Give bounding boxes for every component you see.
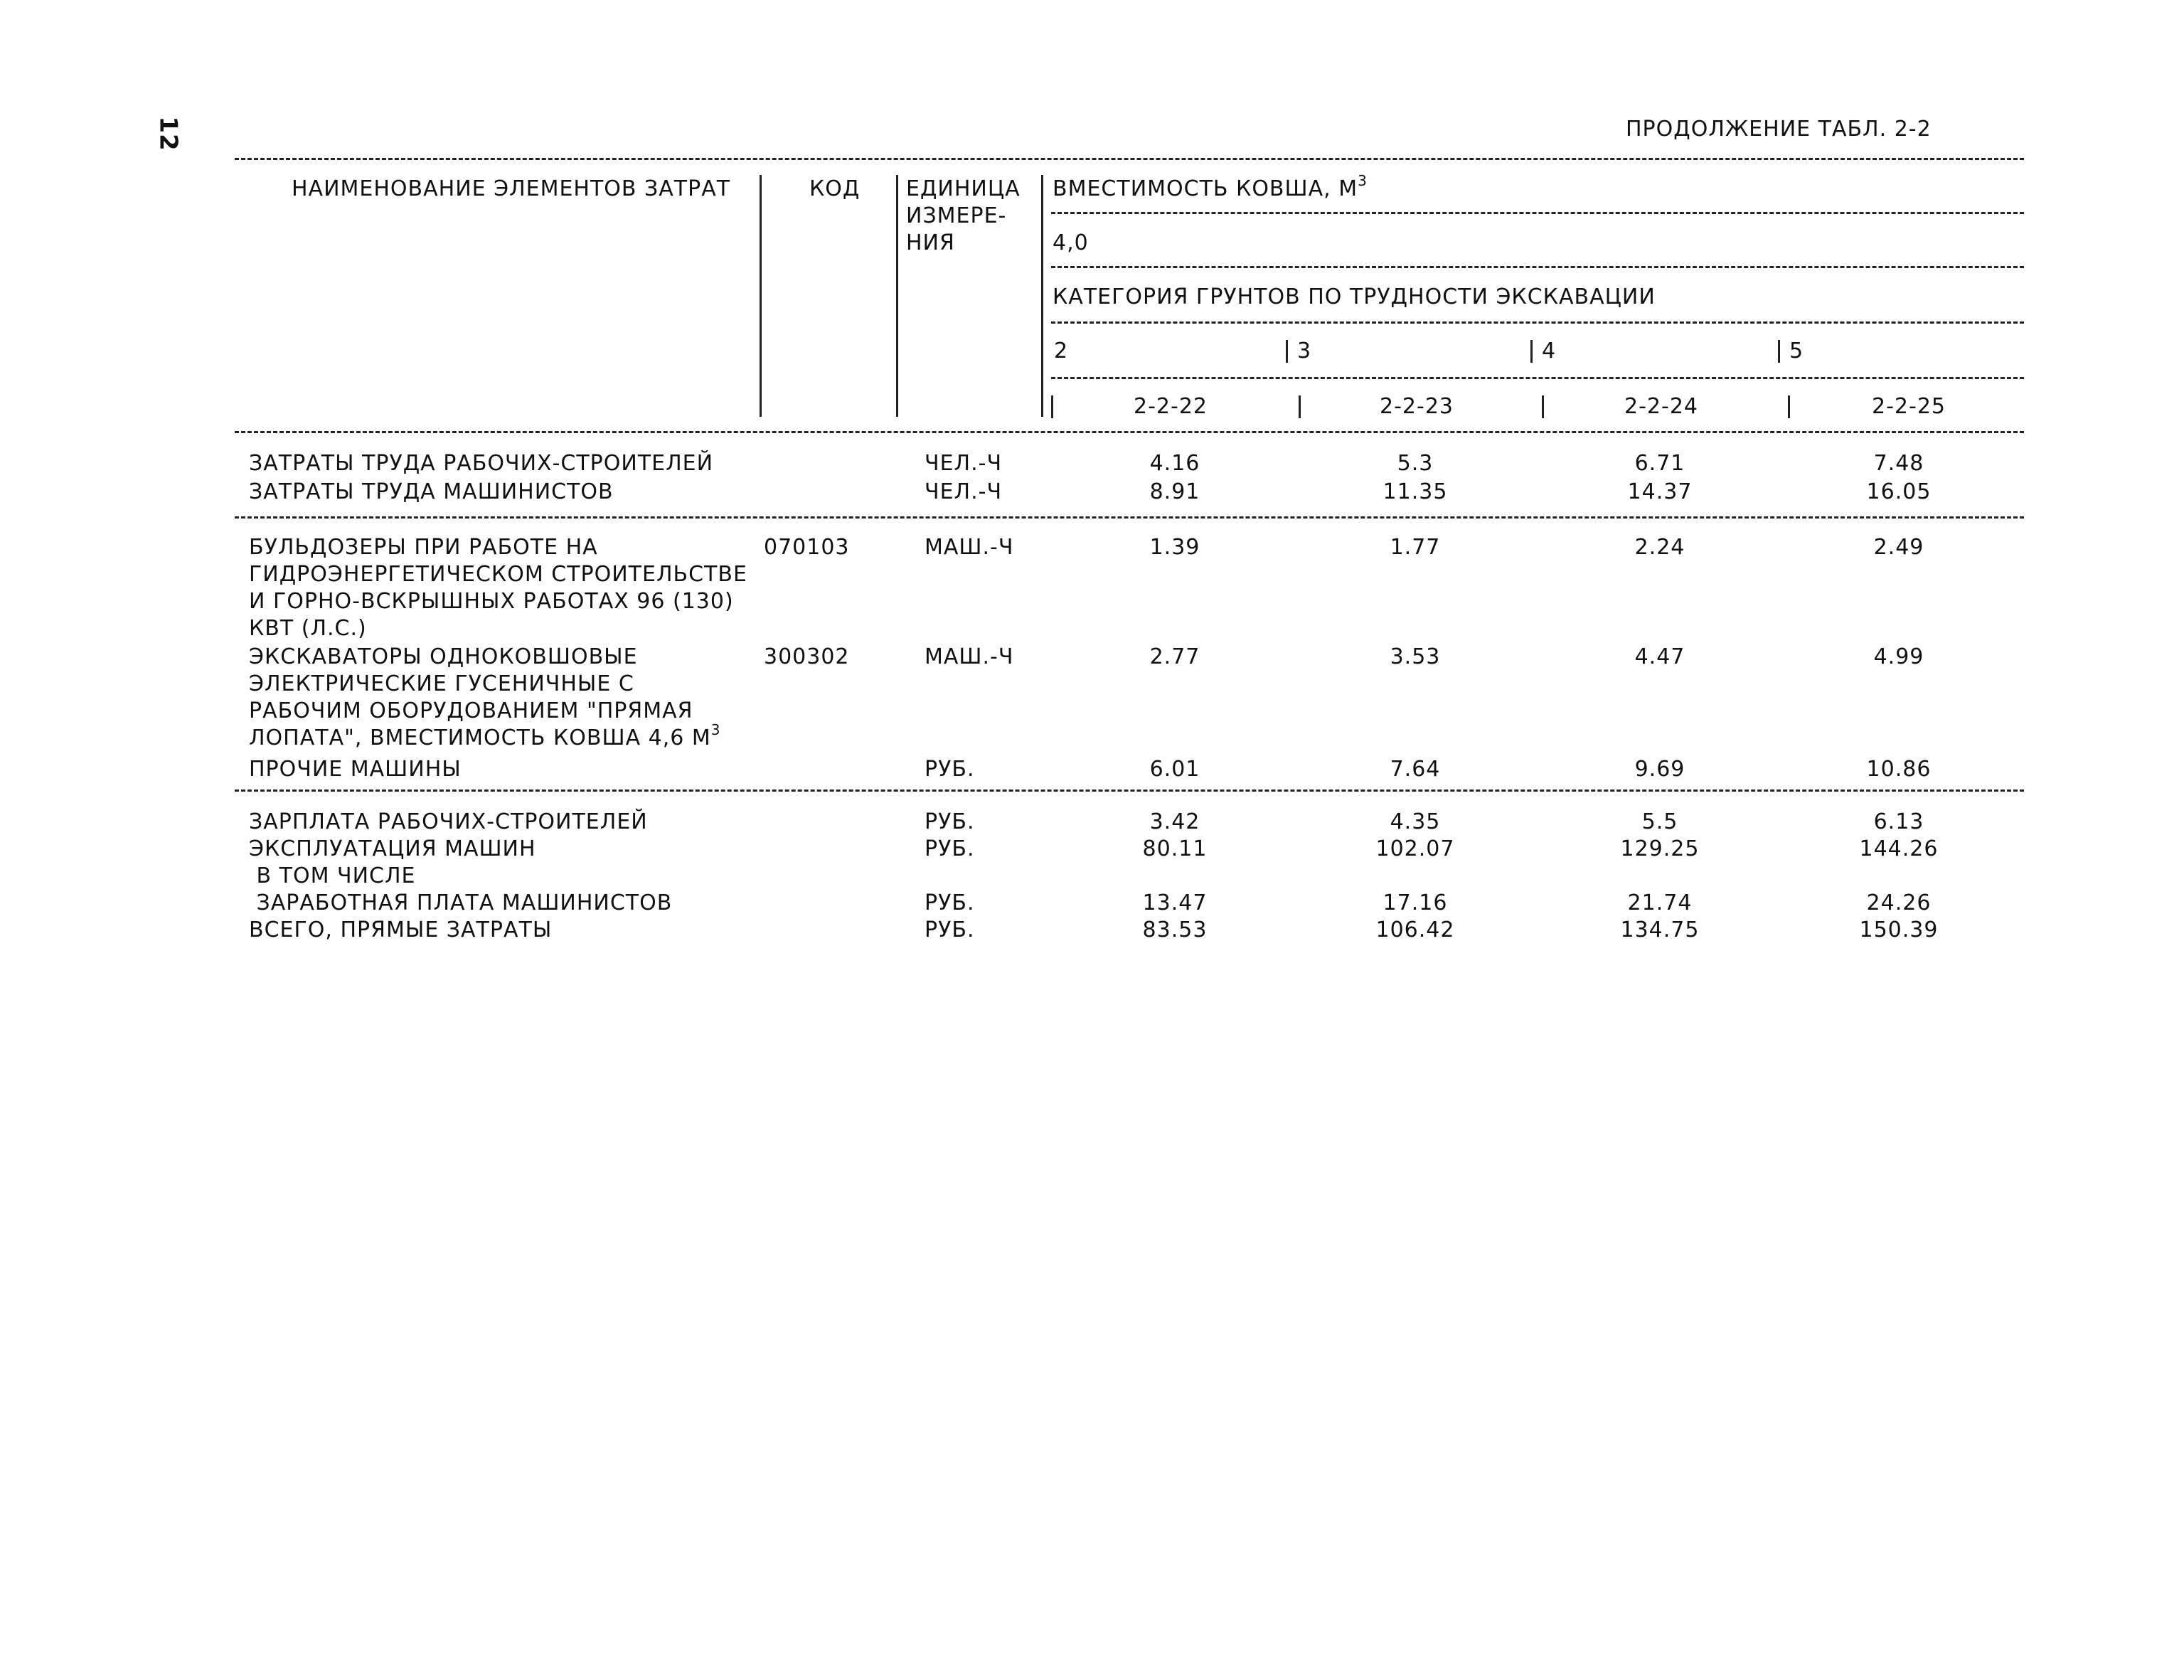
col-sep-code — [896, 175, 898, 417]
rule-group2-bottom — [235, 790, 2024, 792]
row-value-cat2: 1.39 — [1149, 535, 1200, 560]
code-sep-2 — [1299, 395, 1301, 418]
row-value-cat2: 3.42 — [1149, 809, 1200, 834]
rule-h2 — [1051, 266, 2024, 268]
header-bucket-capacity — [1053, 172, 1368, 202]
row-name: ЭКСПЛУАТАЦИЯ МАШИН — [249, 836, 536, 861]
row-value-cat4: 134.75 — [1620, 918, 1700, 942]
row-value-cat2: 2.77 — [1149, 644, 1200, 669]
header-name-column: НАИМЕНОВАНИЕ ЭЛЕМЕНТОВ ЗАТРАТ — [292, 176, 731, 201]
row-value-cat3: 17.16 — [1383, 890, 1448, 915]
row-value-cat2: 83.53 — [1142, 918, 1208, 942]
row-code: 300302 — [764, 644, 850, 669]
header-unit-line-2: ИЗМЕРЕ- — [906, 203, 1007, 228]
row-name: ЗАРПЛАТА РАБОЧИХ-СТРОИТЕЛЕЙ — [249, 809, 648, 834]
row-name-line: ГИДРОЭНЕРГЕТИЧЕСКОМ СТРОИТЕЛЬСТВЕ — [249, 562, 747, 587]
norm-code-4: 2-2-25 — [1872, 394, 1946, 419]
row-name-line: БУЛЬДОЗЕРЫ ПРИ РАБОТЕ НА — [249, 535, 598, 560]
header-bucket-value: 4,0 — [1053, 230, 1089, 255]
row-unit: ЧЕЛ.-Ч — [925, 479, 1003, 504]
row-name-sup: 3 — [710, 721, 721, 738]
row-name: ЗАРАБОТНАЯ ПЛАТА МАШИНИСТОВ — [249, 890, 673, 915]
row-value-cat3: 7.64 — [1390, 757, 1441, 782]
row-name-line: РАБОЧИМ ОБОРУДОВАНИЕМ "ПРЯМАЯ — [249, 698, 693, 723]
code-sep-1 — [1051, 395, 1053, 418]
rule-h4 — [1051, 377, 2024, 379]
row-value-cat5: 150.39 — [1859, 918, 1939, 942]
norm-code-3: 2-2-24 — [1624, 394, 1698, 419]
row-value-cat4: 4.47 — [1634, 644, 1685, 669]
row-name-line: И ГОРНО-ВСКРЫШНЫХ РАБОТАХ 96 (130) — [249, 589, 734, 614]
code-sep-4 — [1788, 395, 1790, 418]
row-value-cat5: 144.26 — [1859, 836, 1939, 861]
row-unit: РУБ. — [925, 918, 975, 942]
cat-sep-3 — [1530, 340, 1533, 363]
row-value-cat3: 4.35 — [1390, 809, 1441, 834]
row-name: В ТОМ ЧИСЛЕ — [249, 863, 416, 888]
rule-group1-bottom — [235, 516, 2024, 519]
code-sep-3 — [1542, 395, 1544, 418]
row-name-line: КВТ (Л.С.) — [249, 616, 367, 641]
row-value-cat5: 6.13 — [1873, 809, 1924, 834]
row-value-cat2: 8.91 — [1149, 479, 1200, 504]
row-value-cat3: 3.53 — [1390, 644, 1441, 669]
rule-h1 — [1051, 212, 2024, 214]
header-unit-line-3: НИЯ — [906, 230, 955, 255]
norm-code-1: 2-2-22 — [1134, 394, 1208, 419]
row-value-cat2: 4.16 — [1149, 451, 1200, 476]
row-name-line: ЭКСКАВАТОРЫ ОДНОКОВШОВЫЕ — [249, 644, 638, 669]
row-value-cat3: 11.35 — [1383, 479, 1448, 504]
table-continuation-label: ПРОДОЛЖЕНИЕ ТАБЛ. 2-2 — [1626, 117, 1932, 142]
soil-category-4: 4 — [1542, 339, 1557, 363]
row-unit: РУБ. — [925, 809, 975, 834]
row-value-cat2: 13.47 — [1142, 890, 1208, 915]
header-unit-line-1: ЕДИНИЦА — [906, 176, 1021, 201]
row-name-line-with-sup — [249, 721, 721, 751]
row-unit: РУБ. — [925, 836, 975, 861]
row-unit: МАШ.-Ч — [925, 644, 1014, 669]
rule-header-bottom — [235, 431, 2024, 433]
norm-code-2: 2-2-23 — [1380, 394, 1454, 419]
row-unit: РУБ. — [925, 890, 975, 915]
row-value-cat3: 106.42 — [1375, 918, 1455, 942]
rule-top — [235, 158, 2024, 160]
row-value-cat4: 6.71 — [1634, 451, 1685, 476]
row-unit: ЧЕЛ.-Ч — [925, 451, 1003, 476]
rule-h3 — [1051, 321, 2024, 324]
row-value-cat5: 10.86 — [1866, 757, 1932, 782]
row-value-cat2: 80.11 — [1142, 836, 1208, 861]
row-value-cat5: 24.26 — [1866, 890, 1932, 915]
col-sep-name — [760, 175, 762, 417]
row-name-line: ЭЛЕКТРИЧЕСКИЕ ГУСЕНИЧНЫЕ С — [249, 671, 634, 696]
col-sep-unit — [1041, 175, 1043, 417]
row-value-cat5: 7.48 — [1873, 451, 1924, 476]
header-code-column: КОД — [809, 176, 861, 201]
row-value-cat4: 2.24 — [1634, 535, 1685, 560]
row-value-cat4: 21.74 — [1627, 890, 1693, 915]
row-value-cat3: 1.77 — [1390, 535, 1441, 560]
row-value-cat3: 5.3 — [1397, 451, 1434, 476]
row-value-cat2: 6.01 — [1149, 757, 1200, 782]
row-value-cat4: 14.37 — [1627, 479, 1693, 504]
row-value-cat4: 129.25 — [1620, 836, 1700, 861]
page-number: 12 — [154, 116, 183, 151]
soil-category-3: 3 — [1297, 339, 1312, 363]
cat-sep-1 — [1041, 340, 1043, 363]
row-name: ЗАТРАТЫ ТРУДА РАБОЧИХ-СТРОИТЕЛЕЙ — [249, 451, 714, 476]
header-soil-category: КАТЕГОРИЯ ГРУНТОВ ПО ТРУДНОСТИ ЭКСКАВАЦИИ — [1053, 285, 1656, 309]
row-unit: РУБ. — [925, 757, 975, 782]
row-name: ВСЕГО, ПРЯМЫЕ ЗАТРАТЫ — [249, 918, 553, 942]
cat-sep-2 — [1286, 340, 1288, 363]
row-name-line: ЛОПАТА", ВМЕСТИМОСТЬ КОВША 4,6 М — [249, 725, 711, 750]
row-name-line: ПРОЧИЕ МАШИНЫ — [249, 757, 462, 782]
row-name: ЗАТРАТЫ ТРУДА МАШИНИСТОВ — [249, 479, 614, 504]
row-unit: МАШ.-Ч — [925, 535, 1014, 560]
row-value-cat5: 4.99 — [1873, 644, 1924, 669]
soil-category-2: 2 — [1054, 339, 1069, 363]
row-value-cat5: 16.05 — [1866, 479, 1932, 504]
bucket-title-text: ВМЕСТИМОСТЬ КОВША, М — [1053, 176, 1358, 201]
soil-category-5: 5 — [1789, 339, 1804, 363]
bucket-title-sup: 3 — [1358, 172, 1368, 189]
row-value-cat4: 9.69 — [1634, 757, 1685, 782]
row-value-cat5: 2.49 — [1873, 535, 1924, 560]
row-value-cat3: 102.07 — [1375, 836, 1455, 861]
cat-sep-4 — [1778, 340, 1780, 363]
row-value-cat4: 5.5 — [1641, 809, 1678, 834]
row-code: 070103 — [764, 535, 850, 560]
